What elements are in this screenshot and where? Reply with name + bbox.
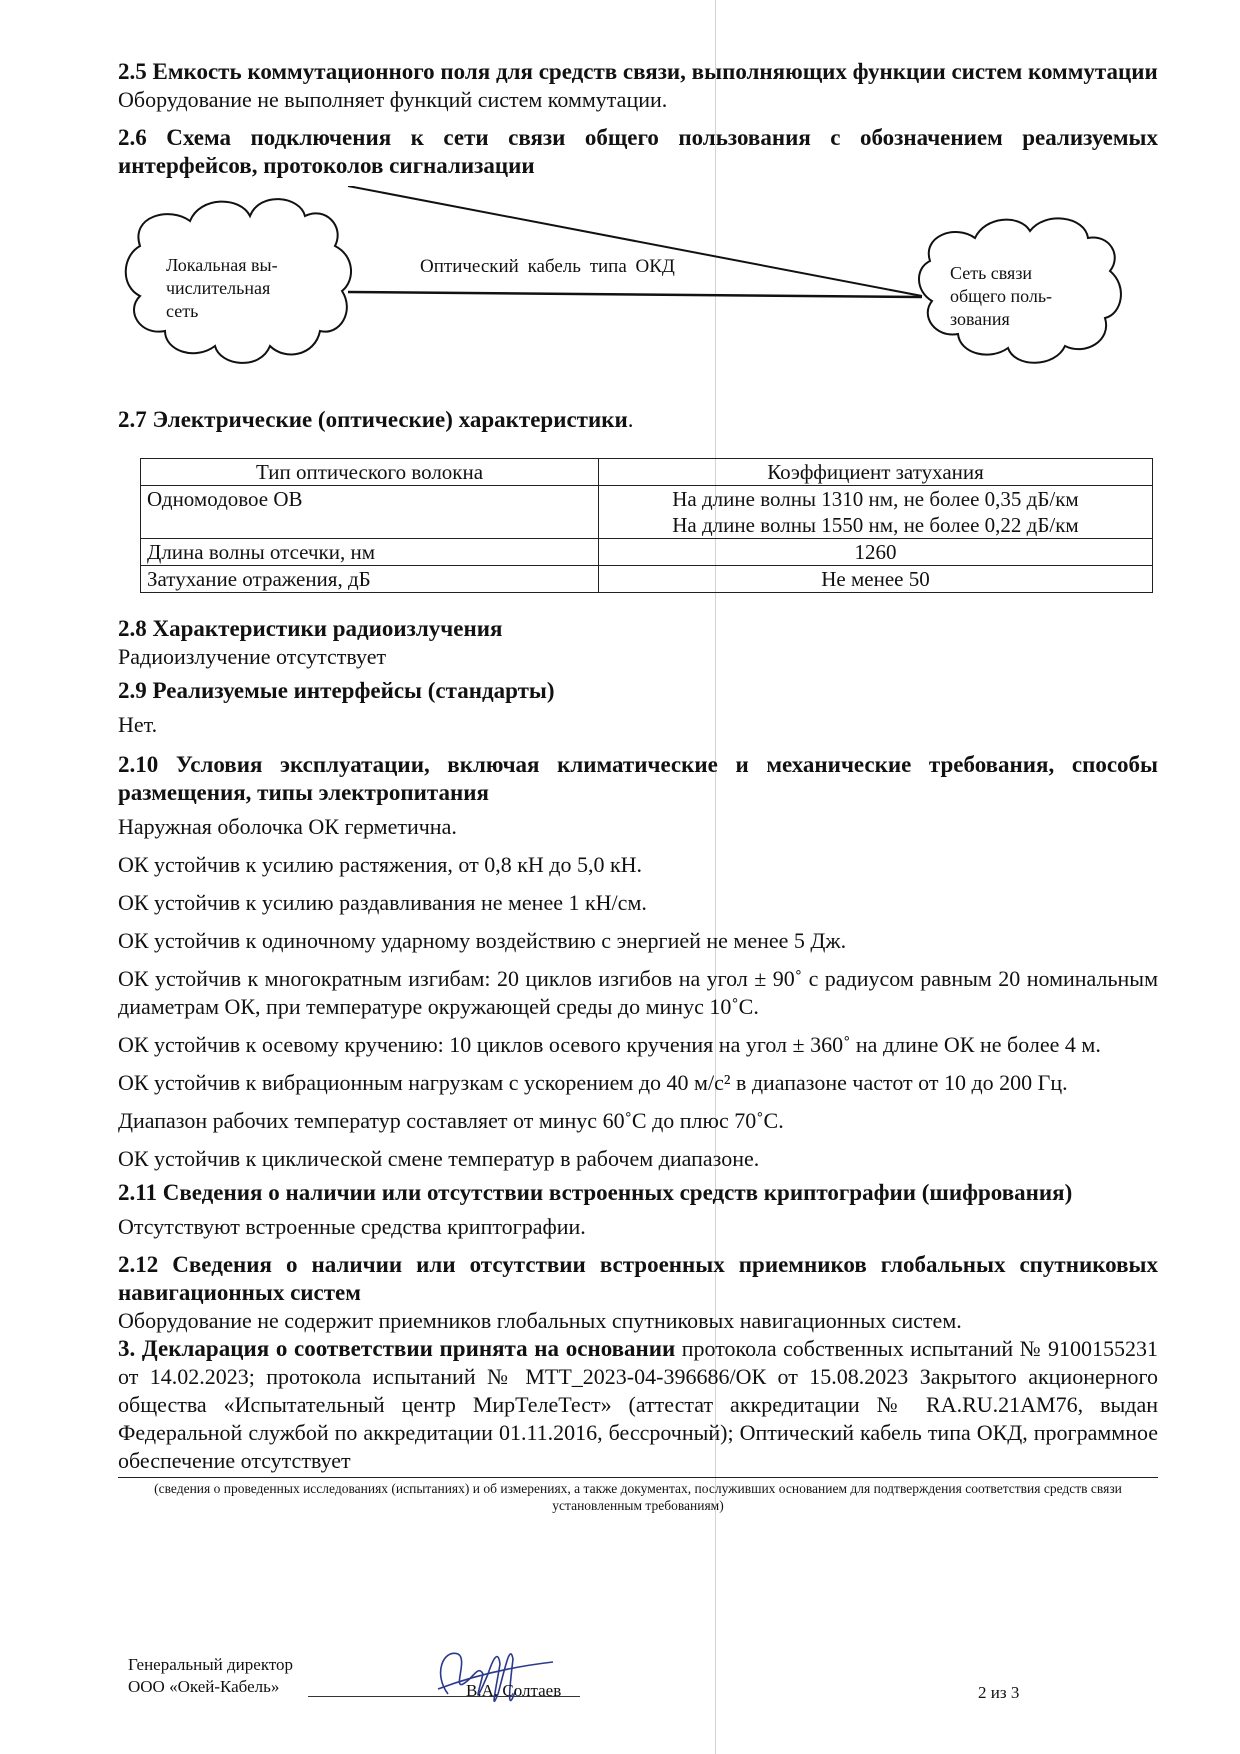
table-row — [141, 566, 1153, 593]
table-header-cell: Тип оптического волокна — [141, 459, 599, 486]
table-cell-param: Длина волны отсечки, нм — [141, 539, 599, 566]
cable-line — [348, 186, 922, 296]
table-cell-param: Одномодовое ОВ — [141, 486, 599, 539]
section-2-6-heading: 2.6 Схема подключения к сети связи общего пользования с обозначением реализуемых интерфейсов, протоколов сигнализации — [118, 125, 1158, 178]
table-row — [141, 486, 1153, 539]
section-2-9-heading: 2.9 Реализуемые интерфейсы (стандарты) — [118, 678, 555, 703]
section-2-9-text: Нет. — [118, 712, 158, 737]
table-cell-value-line: На длине волны 1550 нм, не более 0,22 дБ/км — [672, 513, 1079, 537]
condition-item: ОК устойчив к усилию растяжения, от 0,8 кН до 5,0 кН. — [118, 852, 643, 877]
condition-item: ОК устойчив к многократным изгибам: 20 циклов изгибов на угол ± 90˚ с радиусом равным 20 номинальным диаметрам ОК, при температуре окружающей среды до минус 10˚С. — [118, 966, 1158, 1019]
section-2-7-heading — [118, 406, 1158, 434]
signatory-title: Генеральный директор — [128, 1655, 294, 1674]
condition-item: ОК устойчив к одиночному ударному воздействию с энергией не менее 5 Дж. — [118, 928, 847, 953]
public-network-label — [950, 262, 1090, 331]
document-page — [118, 58, 1158, 1514]
connection-diagram — [118, 186, 1158, 406]
local-network-label — [166, 254, 306, 323]
cable-label: Оптический кабель типа ОКД — [420, 256, 675, 277]
table-header-cell: Коэффициент затухания — [599, 459, 1153, 486]
local-network-label-line2: числительная — [166, 278, 271, 298]
section-2-7-heading-text: 2.7 Электрические (оптические) характеристики — [118, 407, 628, 432]
table-cell-value-line: На длине волны 1310 нм, не более 0,35 дБ/км — [672, 487, 1079, 511]
table-cell-value — [599, 486, 1153, 539]
page-number: 2 из 3 — [978, 1683, 1020, 1702]
section-2-5-text: Оборудование не выполняет функций систем коммутации. — [118, 87, 668, 112]
section-2-7-heading-suffix: . — [627, 407, 634, 432]
condition-item: ОК устойчив к вибрационным нагрузкам с ускорением до 40 м/с² в диапазоне частот от 10 до 200 Гц. — [118, 1070, 1068, 1095]
section-3-heading: 3. Декларация о соответствии принята на основании — [118, 1336, 676, 1361]
section-2-8-heading: 2.8 Характеристики радиоизлучения — [118, 616, 503, 641]
section-2-8-text: Радиоизлучение отсутствует — [118, 644, 387, 669]
public-network-label-line1: Сеть связи — [950, 263, 1033, 283]
condition-item: ОК устойчив к усилию раздавливания не менее 1 кН/см. — [118, 890, 647, 915]
public-network-label-line2: общего поль- — [950, 286, 1053, 306]
section-2-10-list — [118, 813, 1158, 1173]
condition-item: ОК устойчив к осевому кручению: 10 циклов осевого кручения на угол ± 360˚ на длине ОК не более 4 м. — [118, 1032, 1101, 1057]
section-2-11-heading: 2.11 Сведения о наличии или отсутствии встроенных средств криптографии (шифрования) — [118, 1180, 1073, 1205]
section-2-12-text: Оборудование не содержит приемников глобальных спутниковых навигационных систем. — [118, 1308, 962, 1333]
signatory-name: В.А. Солтаев — [466, 1681, 562, 1700]
signature-block — [128, 1654, 1128, 1734]
local-network-label-line1: Локальная вы- — [166, 255, 278, 275]
table-row — [141, 539, 1153, 566]
signatory-role — [128, 1654, 293, 1698]
table-cell-value: 1260 — [599, 539, 1153, 566]
section-2-10-heading: 2.10 Условия эксплуатации, включая климатические и механические требования, способы размещения, типы электропитания — [118, 752, 1158, 805]
handwritten-signature-icon — [428, 1634, 558, 1724]
section-3-text: протокола собственных испытаний № 9100155231 от 14.02.2023; протокола испытаний № МТТ_2023-04-396686/ОК от 15.08.2023 Закрытого акционерного общества «Испытательный центр МирТелеТест» (аттестат аккредитации № RA.RU.21АМ76, выдан Федеральной службой по аккредитации 01.11.2016, бессрочный); Оптический кабель типа ОКД, программное обеспечение отсутствует — [118, 1336, 1159, 1473]
section-3-paragraph — [118, 1335, 1158, 1475]
table-cell-param: Затухание отражения, дБ — [141, 566, 599, 593]
signatory-company: ООО «Окей-Кабель» — [128, 1677, 280, 1696]
table-header-row — [141, 459, 1153, 486]
section-2-5-heading: 2.5 Емкость коммутационного поля для средств связи, выполняющих функции систем коммутации — [118, 59, 1158, 84]
condition-item: Наружная оболочка ОК герметична. — [118, 814, 457, 839]
section-2-12-heading: 2.12 Сведения о наличии или отсутствии встроенных приемников глобальных спутниковых навигационных систем — [118, 1252, 1158, 1305]
public-network-label-line3: зования — [950, 309, 1010, 329]
table-cell-value: Не менее 50 — [599, 566, 1153, 593]
condition-item: ОК устойчив к циклической смене температур в рабочем диапазоне. — [118, 1146, 760, 1171]
section-2-11-text: Отсутствуют встроенные средства криптографии. — [118, 1214, 586, 1239]
local-network-label-line3: сеть — [166, 301, 199, 321]
optical-characteristics-table — [140, 458, 1153, 593]
condition-item: Диапазон рабочих температур составляет от минус 60˚С до плюс 70˚С. — [118, 1108, 784, 1133]
section-3-note: (сведения о проведенных исследованиях (испытаниях) и об измерениях, а также документах, послуживших основанием для подтверждения соответствия средств связи установленным требованиям) — [118, 1477, 1158, 1514]
